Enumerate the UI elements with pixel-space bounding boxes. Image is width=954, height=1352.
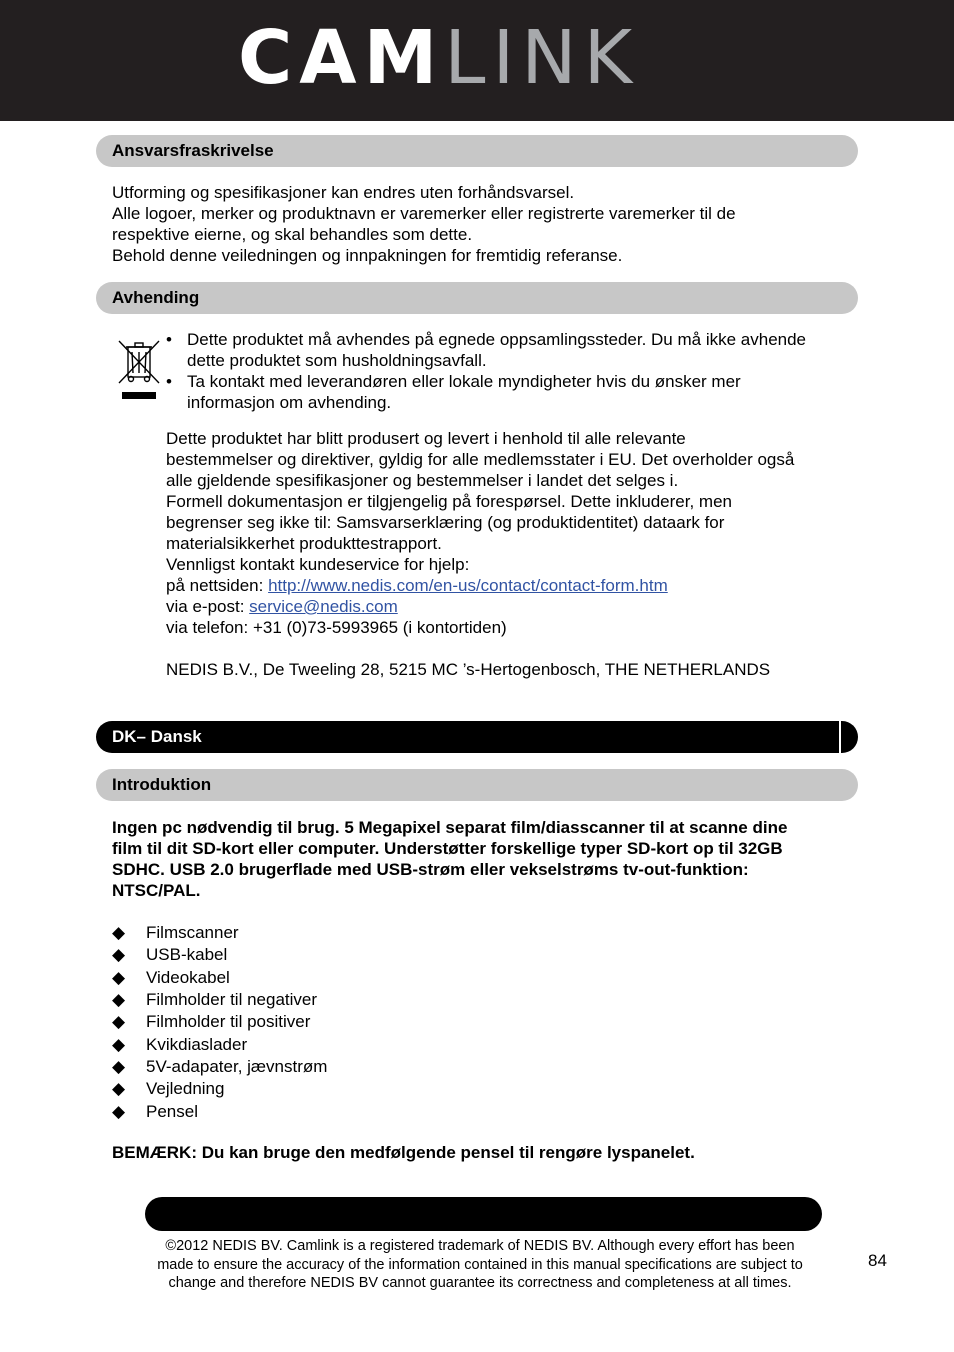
diamond-bullet-icon: ◆ bbox=[112, 1079, 126, 1099]
section-header-disclaimer: Ansvarsfraskrivelse bbox=[96, 135, 858, 167]
compliance-line: bestemmelser og direktiver, gyldig for alle medlemsstater i EU. Det overholder også bbox=[166, 450, 795, 469]
compliance-line: materialsikkerhet produkttestrapport. bbox=[166, 534, 442, 553]
contact-form-link[interactable]: http://www.nedis.com/en-us/contact/contact-form.htm bbox=[268, 576, 668, 595]
diamond-bullet-icon: ◆ bbox=[112, 967, 126, 987]
diamond-bullet-icon: ◆ bbox=[112, 923, 126, 943]
footer-bar bbox=[145, 1197, 822, 1231]
section-header-disposal: Avhending bbox=[96, 282, 858, 314]
compliance-line: Vennligst kontakt kundeservice for hjelp: bbox=[166, 555, 470, 574]
list-item: • Dette produktet må avhendes på egnede oppsamlingssteder. Du må ikke avhende dette produktet som husholdningsavfall. bbox=[166, 329, 806, 371]
spacer bbox=[166, 638, 856, 659]
compliance-line: Dette produktet har blitt produsert og levert i henhold til alle relevante bbox=[166, 429, 686, 448]
list-item: • Ta kontakt med leverandøren eller lokale myndigheter hvis du ønsker mer informasjon om avhending. bbox=[166, 371, 806, 413]
copyright-line: ©2012 NEDIS BV. Camlink is a registered trademark of NEDIS BV. Although every effort has been bbox=[165, 1238, 795, 1254]
diamond-bullet-icon: ◆ bbox=[112, 945, 126, 965]
email-label: via e-post: bbox=[166, 597, 250, 616]
crossed-out-wheelie-bin-icon bbox=[116, 338, 162, 402]
camlink-logo bbox=[238, 15, 640, 101]
section-header-intro: Introduktion bbox=[96, 769, 858, 801]
list-item: ◆ Vejledning bbox=[112, 1079, 225, 1099]
intro-note: BEMÆRK: Du kan bruge den medfølgende pensel til rengøre lyspanelet. bbox=[112, 1143, 695, 1162]
language-bar: DK– Dansk bbox=[96, 721, 858, 753]
list-item: ◆ Filmscanner bbox=[112, 923, 239, 943]
disclaimer-line: Behold denne veiledningen og innpakningen for fremtidig referanse. bbox=[112, 246, 623, 265]
package-contents-list bbox=[112, 922, 327, 1123]
list-item: ◆ Pensel bbox=[112, 1101, 198, 1121]
copyright-line: change and therefore NEDIS BV cannot guarantee its correctness and completeness at all times. bbox=[168, 1275, 792, 1291]
diamond-bullet-icon: ◆ bbox=[112, 1056, 126, 1076]
diamond-bullet-icon: ◆ bbox=[112, 1034, 126, 1054]
disclaimer-line: Utforming og spesifikasjoner kan endres uten forhåndsvarsel. bbox=[112, 183, 575, 202]
compliance-line: alle gjeldende spesifikasjoner og bestemmelser i landet det selges i. bbox=[166, 471, 679, 490]
list-item: ◆ Filmholder til negativer bbox=[112, 990, 318, 1010]
website-line bbox=[166, 575, 856, 596]
logo-cam: CAM bbox=[238, 15, 445, 101]
logo-link: LINK bbox=[444, 15, 640, 101]
language-bar-divider bbox=[839, 721, 841, 753]
compliance-line: begrenser seg ikke til: Samsvarserklæring (og produktidentitet) dataark for bbox=[166, 513, 725, 532]
intro-line: Ingen pc nødvendig til brug. 5 Megapixel separat film/diasscanner til at scanne dine bbox=[112, 818, 788, 837]
page-number: 84 bbox=[868, 1251, 887, 1270]
intro-line: NTSC/PAL. bbox=[112, 881, 201, 900]
copyright-notice bbox=[110, 1237, 850, 1293]
intro-paragraph bbox=[112, 817, 852, 901]
diamond-bullet-icon: ◆ bbox=[112, 1012, 126, 1032]
diamond-bullet-icon: ◆ bbox=[112, 990, 126, 1010]
company-address: NEDIS B.V., De Tweeling 28, 5215 MC ’s-Hertogenbosch, THE NETHERLANDS bbox=[166, 660, 771, 679]
list-item: ◆ Videokabel bbox=[112, 967, 230, 987]
page-header bbox=[0, 0, 954, 121]
disclaimer-text bbox=[112, 182, 852, 266]
disposal-bullets bbox=[166, 329, 806, 413]
intro-line: SDHC. USB 2.0 brugerflade med USB-strøm eller vekselstrøms tv-out-funktion: bbox=[112, 860, 749, 879]
list-item: ◆ USB-kabel bbox=[112, 945, 228, 965]
email-link[interactable]: service@nedis.com bbox=[249, 597, 398, 616]
list-item: ◆ Kvikdiaslader bbox=[112, 1034, 248, 1054]
compliance-text bbox=[166, 428, 856, 680]
disclaimer-line: respektive eierne, og skal behandles som dette. bbox=[112, 225, 473, 244]
website-label: på nettsiden: bbox=[166, 576, 269, 595]
phone-line: via telefon: +31 (0)73-5993965 (i kontortiden) bbox=[166, 618, 507, 637]
list-item: ◆ 5V-adapater, jævnstrøm bbox=[112, 1056, 328, 1076]
compliance-line: Formell dokumentasjon er tilgjengelig på forespørsel. Dette inkluderer, men bbox=[166, 492, 732, 511]
email-line bbox=[166, 596, 856, 617]
disclaimer-line: Alle logoer, merker og produktnavn er varemerker eller registrerte varemerker til de bbox=[112, 204, 736, 223]
diamond-bullet-icon: ◆ bbox=[112, 1101, 126, 1121]
intro-line: film til dit SD-kort eller computer. Understøtter forskellige typer SD-kort op til 32GB bbox=[112, 839, 783, 858]
copyright-line: made to ensure the accuracy of the information contained in this manual specifications are subject to bbox=[157, 1256, 803, 1273]
list-item: ◆ Filmholder til positiver bbox=[112, 1012, 311, 1032]
